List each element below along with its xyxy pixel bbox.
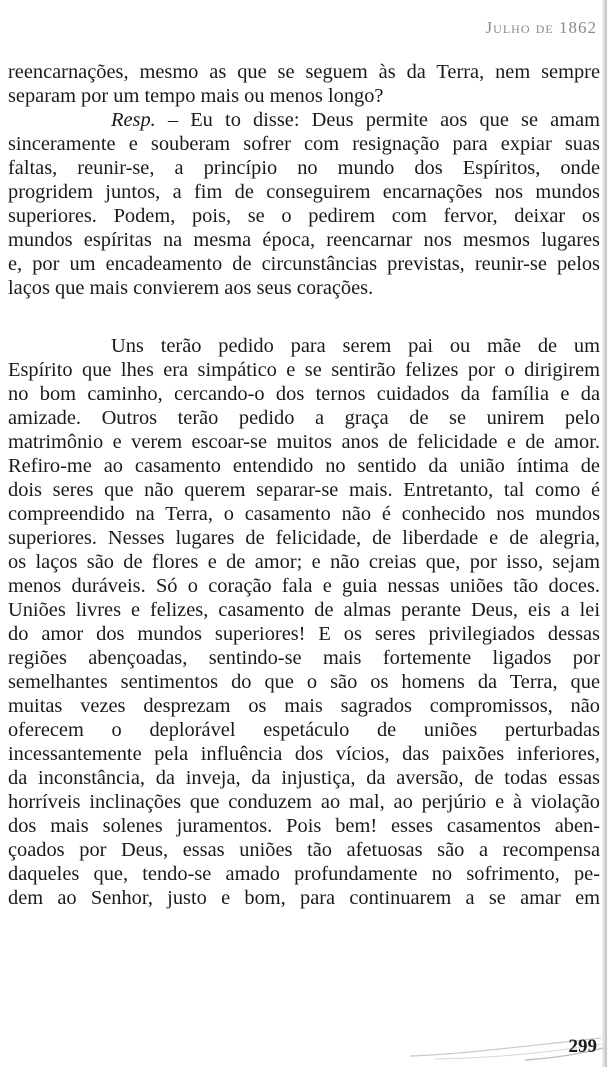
paragraph-main — [8, 334, 600, 910]
text-line: Refiro-me ao casamento entendido no sentido da união íntima de — [8, 455, 600, 477]
text-line: horríveis inclinações que conduzem ao mal, ao perjúrio e à violação — [8, 791, 600, 813]
paragraph-response — [8, 108, 600, 300]
text-line: mundos espíritas na mesma época, reencarnar nos mesmos lugares — [8, 229, 600, 251]
text-line: menos duráveis. Só o coração fala e guia nessas uniões tão doces. — [8, 575, 600, 597]
text-line: dois seres que não querem separar-se mais. Entretanto, tal como é — [8, 479, 600, 501]
text-line: do amor dos mundos superiores! E os seres privilegiados dessas — [8, 623, 600, 645]
text-line: regiões abençoadas, sentindo-se mais fortemente ligados por — [8, 647, 600, 669]
text-line: faltas, reunir-se, a princípio no mundo dos Espíritos, onde — [8, 157, 600, 179]
text-line-first: Uns terão pedido para serem pai ou mãe de um — [111, 335, 600, 357]
text-line: Uniões livres e felizes, casamento de almas perante Deus, eis a lei — [8, 599, 600, 621]
running-header: Julho de 1862 — [485, 18, 597, 37]
text-line: e, por um encadeamento de circunstâncias previstas, reunir-se pelos — [8, 253, 600, 275]
body-text — [8, 60, 600, 910]
text-line-first — [8, 108, 600, 132]
text-line: superiores. Nesses lugares de felicidade, de liberdade e de alegria, — [8, 527, 600, 549]
text-line: reencarnações, mesmo as que se seguem às da Terra, nem sempre — [8, 61, 600, 83]
resp-text: – Eu to disse: Deus permite aos que se amam — [155, 109, 600, 131]
page-number: 299 — [568, 1036, 597, 1057]
text-line: amizade. Outros terão pedido a graça de se unirem pelo — [8, 407, 600, 429]
page-edge-shadow — [602, 0, 607, 1067]
text-line: separam por um tempo mais ou menos longo? — [8, 85, 384, 107]
text-line: Espírito que lhes era simpático e se sentirão felizes por o dirigirem — [8, 359, 600, 381]
resp-label: Resp. — [111, 109, 156, 131]
text-line: semelhantes sentimentos do que o são os homens da Terra, que — [8, 671, 600, 693]
text-line: dos mais solenes juramentos. Pois bem! esses casamentos aben- — [8, 815, 600, 837]
text-line: laços que mais convierem aos seus corações. — [8, 277, 374, 299]
text-line: da inconstância, da inveja, da injustiça, da aversão, de todas essas — [8, 767, 600, 789]
text-line: progridem juntos, a fim de conseguirem encarnações nos mundos — [8, 181, 600, 203]
text-line: superiores. Podem, pois, se o pedirem com fervor, deixar os — [8, 205, 600, 227]
text-line: compreendido na Terra, o casamento não é conhecido nos mundos — [8, 503, 600, 525]
text-line: dem ao Senhor, justo e bom, para continuarem a se amar em — [8, 887, 600, 909]
text-line: muitas vezes desprezam os mais sagrados compromissos, não — [8, 695, 600, 717]
paragraph-gap — [8, 300, 600, 334]
text-line: matrimônio e verem escoar-se muitos anos de felicidade e de amor. — [8, 431, 600, 453]
text-line: no bom caminho, cercando-o dos ternos cuidados da família e da — [8, 383, 600, 405]
text-line: sinceramente e souberam sofrer com resignação para expiar suas — [8, 133, 600, 155]
text-line: incessantemente pela influência dos vícios, das paixões inferiores, — [8, 743, 600, 765]
text-line: çoados por Deus, essas uniões tão afetuosas são a recompensa — [8, 839, 600, 861]
paragraph-question — [8, 60, 600, 108]
text-line: daqueles que, tendo-se amado profundamente no sofrimento, pe- — [8, 863, 600, 885]
text-line: oferecem o deplorável espetáculo de uniões perturbadas — [8, 719, 600, 741]
text-line: os laços são de flores e de amor; e não creias que, por isso, sejam — [8, 551, 600, 573]
